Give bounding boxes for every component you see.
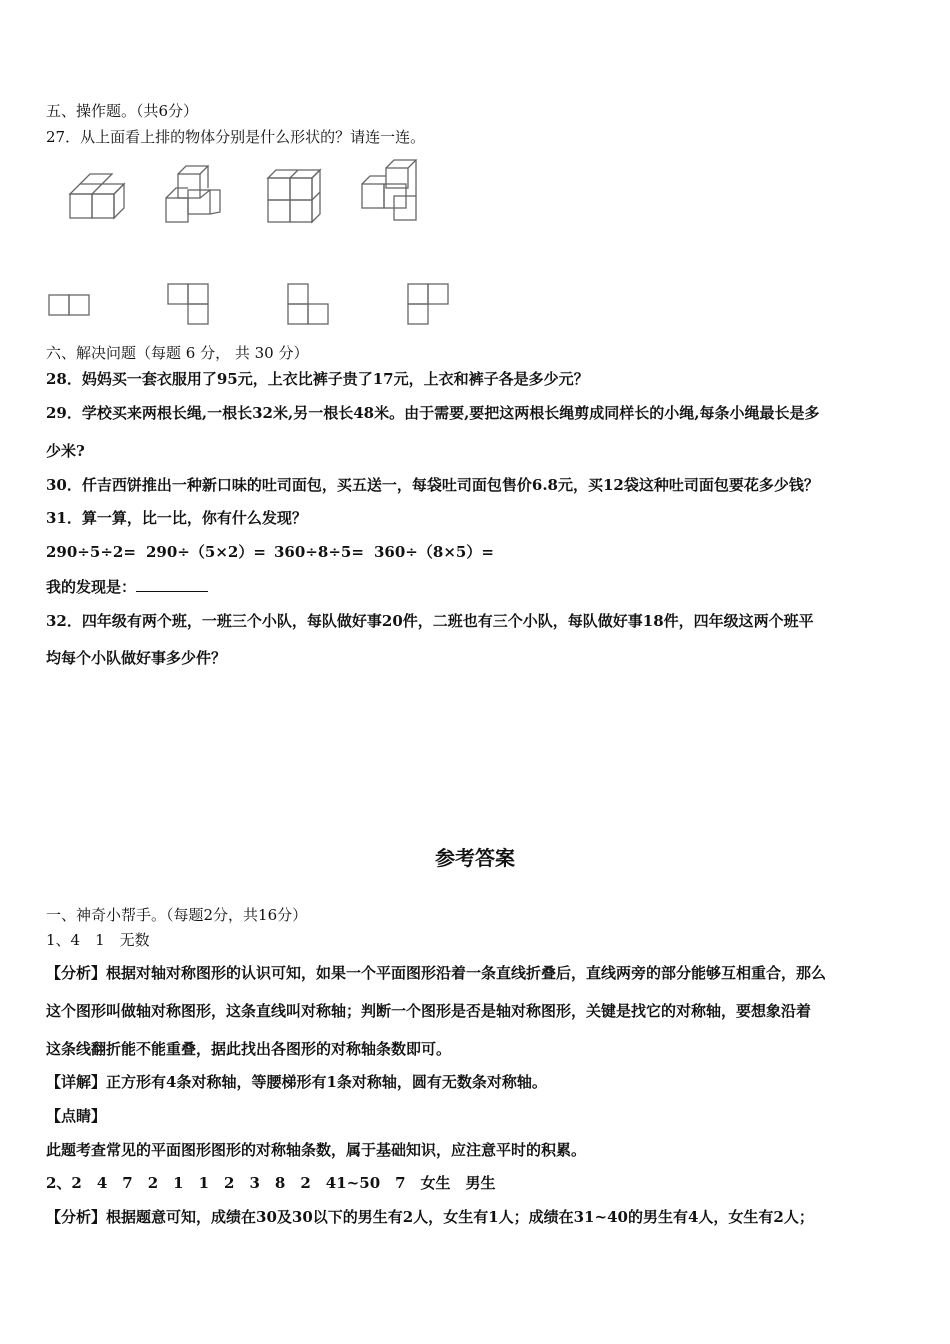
question-30: 30．仟吉西饼推出一种新口味的吐司面包，买五送一，每袋吐司面包售价6.8元，买12袋这种吐司面包要花多少钱？ (46, 476, 819, 494)
top-view-4 (404, 281, 454, 329)
answer-1: 1、4 1 无数 (46, 931, 150, 949)
top-view-1 (46, 290, 94, 320)
question-31-finding (46, 576, 208, 597)
answer-section-1-heading: 一、神奇小帮手。（每题2分，共16分） (46, 906, 308, 924)
answer-1-analysis-line-1: 【分析】根据对轴对称图形的认识可知，如果一个平面图形沿着一条直线折叠后，直线两旁的部分能够互相重合，那么 (46, 964, 827, 982)
answer-1-analysis-line-2: 这个图形叫做轴对称图形，这条直线叫对称轴；判断一个图形是否是轴对称图形，关键是找它的对称轴，要想象沿着 (46, 1002, 812, 1020)
answer-1-detail: 【详解】正方形有4条对称轴，等腰梯形有1条对称轴，圆有无数条对称轴。 (46, 1073, 547, 1091)
question-29-line-2: 少米? (46, 442, 85, 460)
calc-item: 360÷（8×5）= (374, 543, 494, 561)
question-31-calculations (46, 542, 494, 562)
cube-figure-1 (62, 172, 126, 228)
section-6-heading: 六、解决问题（每题 6 分， 共 30 分） (46, 344, 309, 362)
answer-2-analysis: 【分析】根据题意可知，成绩在30及30以下的男生有2人，女生有1人；成绩在31~40的男生有4人，女生有2人； (46, 1208, 814, 1226)
question-32-line-1: 32．四年级有两个班，一班三个小队，每队做好事20件，二班也有三个小队，每队做好事18件，四年级这两个班平 (46, 612, 814, 630)
question-27: 27．从上面看上排的物体分别是什么形状的？请连一连。 (46, 128, 426, 146)
calc-item: 290÷5÷2= (46, 543, 136, 561)
section-5-heading: 五、操作题。（共6分） (46, 102, 199, 120)
finding-label: 我的发现是： (46, 578, 137, 596)
answer-title: 参考答案 (435, 846, 515, 870)
answer-1-comment-label: 【点睛】 (46, 1107, 107, 1125)
cube-figure-4 (356, 156, 426, 226)
answer-1-analysis-line-3: 这条线翻折能不能重叠，据此找出各图形的对称轴条数即可。 (46, 1040, 452, 1058)
answer-blank (136, 576, 208, 592)
answer-2: 2、2 4 7 2 1 1 2 3 8 2 41~50 7 女生 男生 (46, 1174, 496, 1192)
cube-figure-2 (158, 162, 228, 228)
question-31: 31．算一算，比一比，你有什么发现？ (46, 509, 307, 527)
calc-item: 290÷（5×2）= (146, 543, 266, 561)
question-32-line-2: 均每个小队做好事多少件？ (46, 649, 227, 667)
cube-figure-3 (262, 166, 326, 226)
question-29-line-1: 29．学校买来两根长绳,一根长32米,另一根长48米。由于需要,要把这两根长绳剪成同样长的小绳,每条小绳最长是多 (46, 404, 820, 422)
question-28: 28．妈妈买一套衣服用了95元，上衣比裤子贵了17元，上衣和裤子各是多少元？ (46, 370, 589, 388)
top-view-2 (164, 281, 214, 329)
top-view-3 (284, 281, 334, 329)
answer-1-comment: 此题考查常见的平面图形图形的对称轴条数，属于基础知识，应注意平时的积累。 (46, 1141, 587, 1159)
calc-item: 360÷8÷5= (274, 543, 364, 561)
